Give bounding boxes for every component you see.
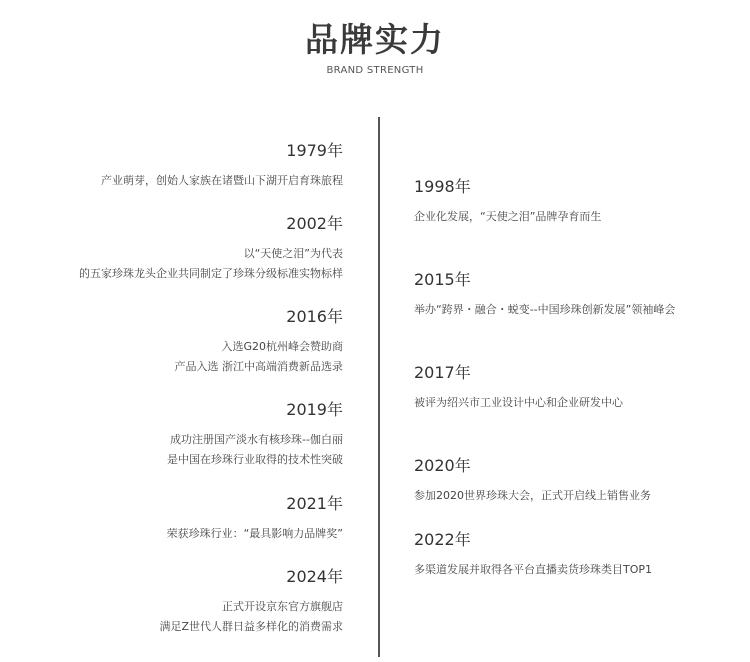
entry-text: 产品入选 浙江中高端消费新品选录 — [174, 360, 343, 373]
page-subtitle: BRAND STRENGTH — [326, 65, 424, 76]
timeline-entry-1979 — [101, 141, 343, 191]
timeline-entry-1998 — [414, 177, 601, 227]
entry-year: 2016年 — [286, 307, 343, 326]
entry-year: 1979年 — [286, 141, 343, 160]
entry-year: 2002年 — [286, 214, 343, 233]
timeline-entry-2016 — [175, 307, 344, 377]
entry-year: 2019年 — [286, 400, 343, 419]
timeline-divider — [378, 117, 380, 657]
entry-year: 2022年 — [414, 530, 471, 549]
page-title: 品牌实力 — [305, 20, 445, 59]
entry-text: 入选G20杭州峰会赞助商 — [221, 340, 343, 353]
entry-text: 举办“跨界・融合・蜕变--中国珍珠创新发展”领袖峰会 — [414, 303, 676, 316]
entry-text: 满足Z世代人群日益多样化的消费需求 — [159, 620, 343, 633]
entry-year: 2020年 — [414, 456, 471, 475]
timeline-entry-2021 — [167, 494, 343, 544]
entry-year: 1998年 — [414, 177, 471, 196]
entry-year: 2024年 — [286, 567, 343, 586]
timeline-entry-2002 — [79, 214, 343, 284]
entry-text: 以“天使之泪”为代表 — [243, 247, 343, 260]
entry-text: 的五家珍珠龙头企业共同制定了珍珠分级标准实物标样 — [79, 267, 343, 280]
entry-text: 荣获珍珠行业：“最具影响力品牌奖” — [166, 527, 343, 540]
timeline-entry-2024 — [159, 567, 343, 637]
timeline-entry-2017 — [414, 363, 623, 413]
entry-text: 多渠道发展并取得各平台直播卖货珍珠类目TOP1 — [414, 563, 653, 576]
entry-text: 成功注册国产淡水有核珍珠--伽白丽 — [170, 433, 343, 446]
entry-year: 2017年 — [414, 363, 471, 382]
timeline-entry-2022 — [414, 530, 652, 580]
entry-text: 正式开设京东官方旗舰店 — [222, 600, 343, 613]
entry-year: 2021年 — [286, 494, 343, 513]
timeline-entry-2019 — [167, 400, 343, 470]
timeline-entry-2015 — [414, 270, 675, 320]
entry-text: 是中国在珍珠行业取得的技术性突破 — [167, 453, 343, 466]
timeline-entry-2020 — [414, 456, 651, 506]
entry-text: 产业萌芽，创始人家族在诸暨山下湖开启育珠旅程 — [101, 174, 343, 187]
entry-text: 被评为绍兴市工业设计中心和企业研发中心 — [414, 396, 623, 409]
entry-text: 参加2020世界珍珠大会，正式开启线上销售业务 — [414, 489, 651, 502]
entry-year: 2015年 — [414, 270, 471, 289]
entry-text: 企业化发展，“天使之泪”品牌孕育而生 — [414, 210, 602, 223]
